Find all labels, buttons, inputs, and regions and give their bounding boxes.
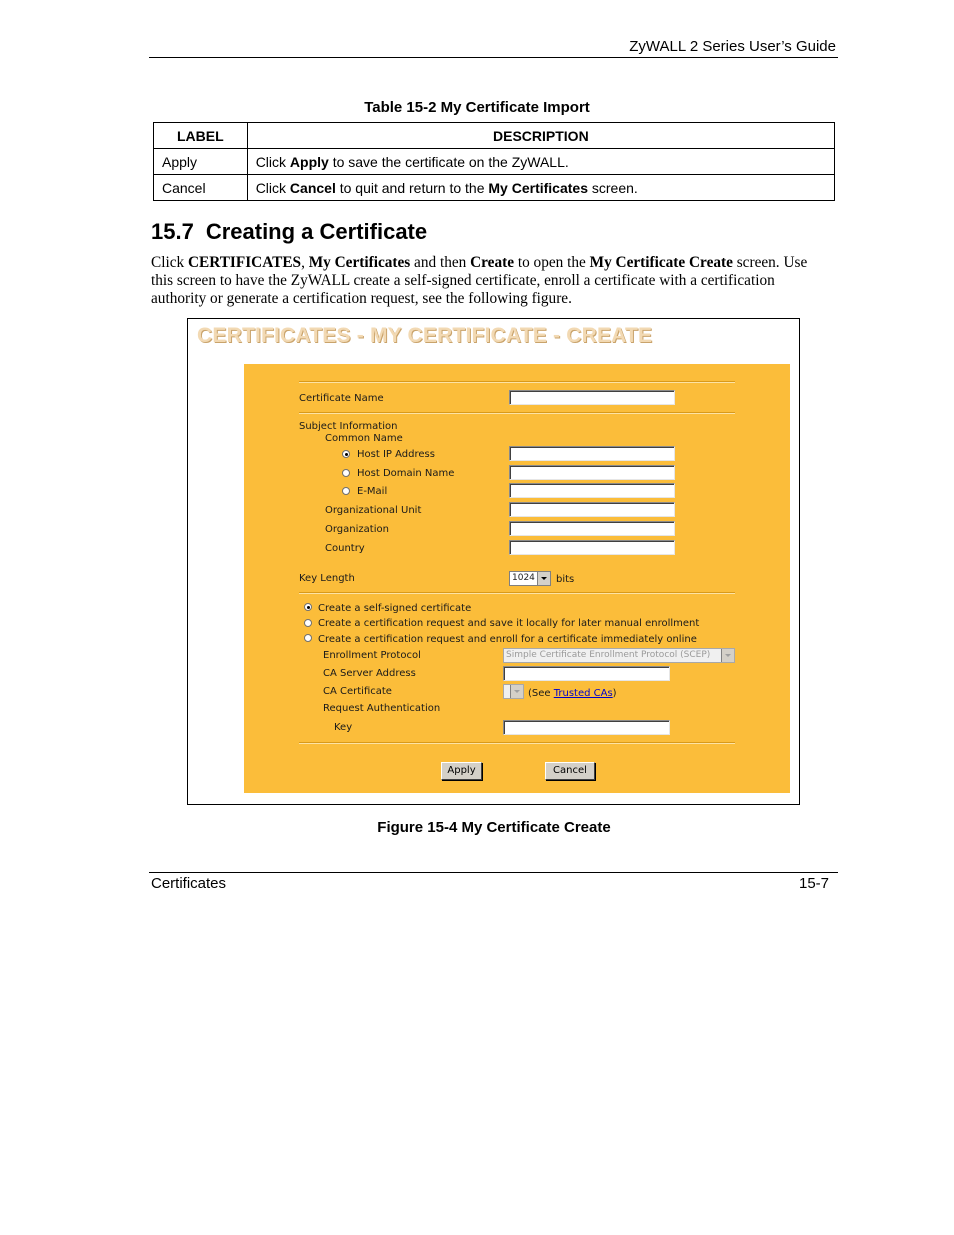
section-title: Creating a Certificate <box>205 219 428 244</box>
self-signed-radio[interactable] <box>304 603 312 611</box>
section-number: 15.7 <box>151 219 194 244</box>
certificate-name-label: Certificate Name <box>299 393 384 404</box>
table-row <box>154 175 835 201</box>
page-number: 15-7 <box>799 875 830 892</box>
organizational-unit-label: Organizational Unit <box>325 505 422 516</box>
host-domain-radio[interactable] <box>342 469 350 477</box>
enrollment-protocol-select[interactable] <box>503 648 735 663</box>
chevron-down-icon <box>721 649 734 662</box>
request-enroll-radio[interactable] <box>304 634 312 642</box>
common-name-label: Common Name <box>325 433 403 444</box>
cancel-button[interactable]: Cancel <box>545 762 595 780</box>
enrollment-protocol-value: Simple Certificate Enrollment Protocol (SCEP) <box>506 650 711 660</box>
host-ip-radio[interactable] <box>342 450 350 458</box>
divider <box>299 381 735 383</box>
table-caption: Table 15-2 My Certificate Import <box>364 99 590 116</box>
screen-title: CERTIFICATES - MY CERTIFICATE - CREATE <box>197 324 653 347</box>
trusted-cas-link[interactable]: Trusted CAs <box>553 688 613 699</box>
section-heading <box>151 219 427 245</box>
guide-title: ZyWALL 2 Series User’s Guide <box>629 38 836 55</box>
host-domain-label: Host Domain Name <box>357 468 455 479</box>
key-input[interactable] <box>503 720 670 735</box>
ca-server-label: CA Server Address <box>323 668 416 679</box>
row-label: Cancel <box>154 175 248 201</box>
self-signed-label: Create a self-signed certificate <box>318 603 472 614</box>
column-header-description: DESCRIPTION <box>247 123 834 149</box>
country-label: Country <box>325 543 365 554</box>
row-label: Apply <box>154 149 248 175</box>
ca-certificate-label: CA Certificate <box>323 686 392 697</box>
organizational-unit-input[interactable] <box>509 502 675 517</box>
key-length-value: 1024 <box>512 573 535 583</box>
request-authentication-label: Request Authentication <box>323 703 441 714</box>
key-length-select[interactable] <box>509 571 551 586</box>
section-paragraph: Click CERTIFICATES, My Certificates and then Create to open the My Certificate Create screen. Use this screen to have the ZyWALL create a self-signed certificate, enroll a certificate with a certification authority or generate a certification request, see the following figure. <box>151 254 808 307</box>
row-description: Click Apply to save the certificate on the ZyWALL. <box>247 149 834 175</box>
key-length-label: Key Length <box>299 573 355 584</box>
email-radio[interactable] <box>342 487 350 495</box>
header-rule <box>149 57 838 58</box>
organization-label: Organization <box>325 524 389 535</box>
table-header-row <box>154 123 835 149</box>
row-description: Click Cancel to quit and return to the My Certificates screen. <box>247 175 834 201</box>
email-input[interactable] <box>509 483 675 498</box>
apply-button[interactable]: Apply <box>441 762 482 780</box>
country-input[interactable] <box>509 540 675 555</box>
host-ip-input[interactable] <box>509 446 675 461</box>
subject-information-label: Subject Information <box>299 421 398 432</box>
ca-server-input[interactable] <box>503 666 670 681</box>
host-domain-input[interactable] <box>509 465 675 480</box>
key-label: Key <box>334 722 353 733</box>
ca-certificate-select[interactable] <box>503 684 524 699</box>
request-save-radio[interactable] <box>304 619 312 627</box>
certificate-name-input[interactable] <box>509 390 675 405</box>
divider <box>299 592 735 594</box>
footer-chapter: Certificates <box>151 875 227 892</box>
table-row <box>154 149 835 175</box>
trusted-cas-note: (See Trusted CAs) <box>528 688 617 699</box>
organization-input[interactable] <box>509 521 675 536</box>
chevron-down-icon <box>510 685 523 698</box>
host-ip-label: Host IP Address <box>357 449 435 460</box>
request-enroll-label: Create a certification request and enroll for a certificate immediately online <box>318 634 697 645</box>
request-save-label: Create a certification request and save it locally for later manual enrollment <box>318 618 700 629</box>
bits-label: bits <box>556 574 575 585</box>
divider <box>299 742 735 744</box>
figure-caption: Figure 15-4 My Certificate Create <box>377 819 611 836</box>
chevron-down-icon <box>537 572 550 585</box>
email-label: E-Mail <box>357 486 388 497</box>
column-header-label: LABEL <box>154 123 248 149</box>
enrollment-protocol-label: Enrollment Protocol <box>323 650 421 661</box>
divider <box>299 412 735 414</box>
footer-rule <box>149 872 838 873</box>
certificate-import-table <box>153 122 835 201</box>
